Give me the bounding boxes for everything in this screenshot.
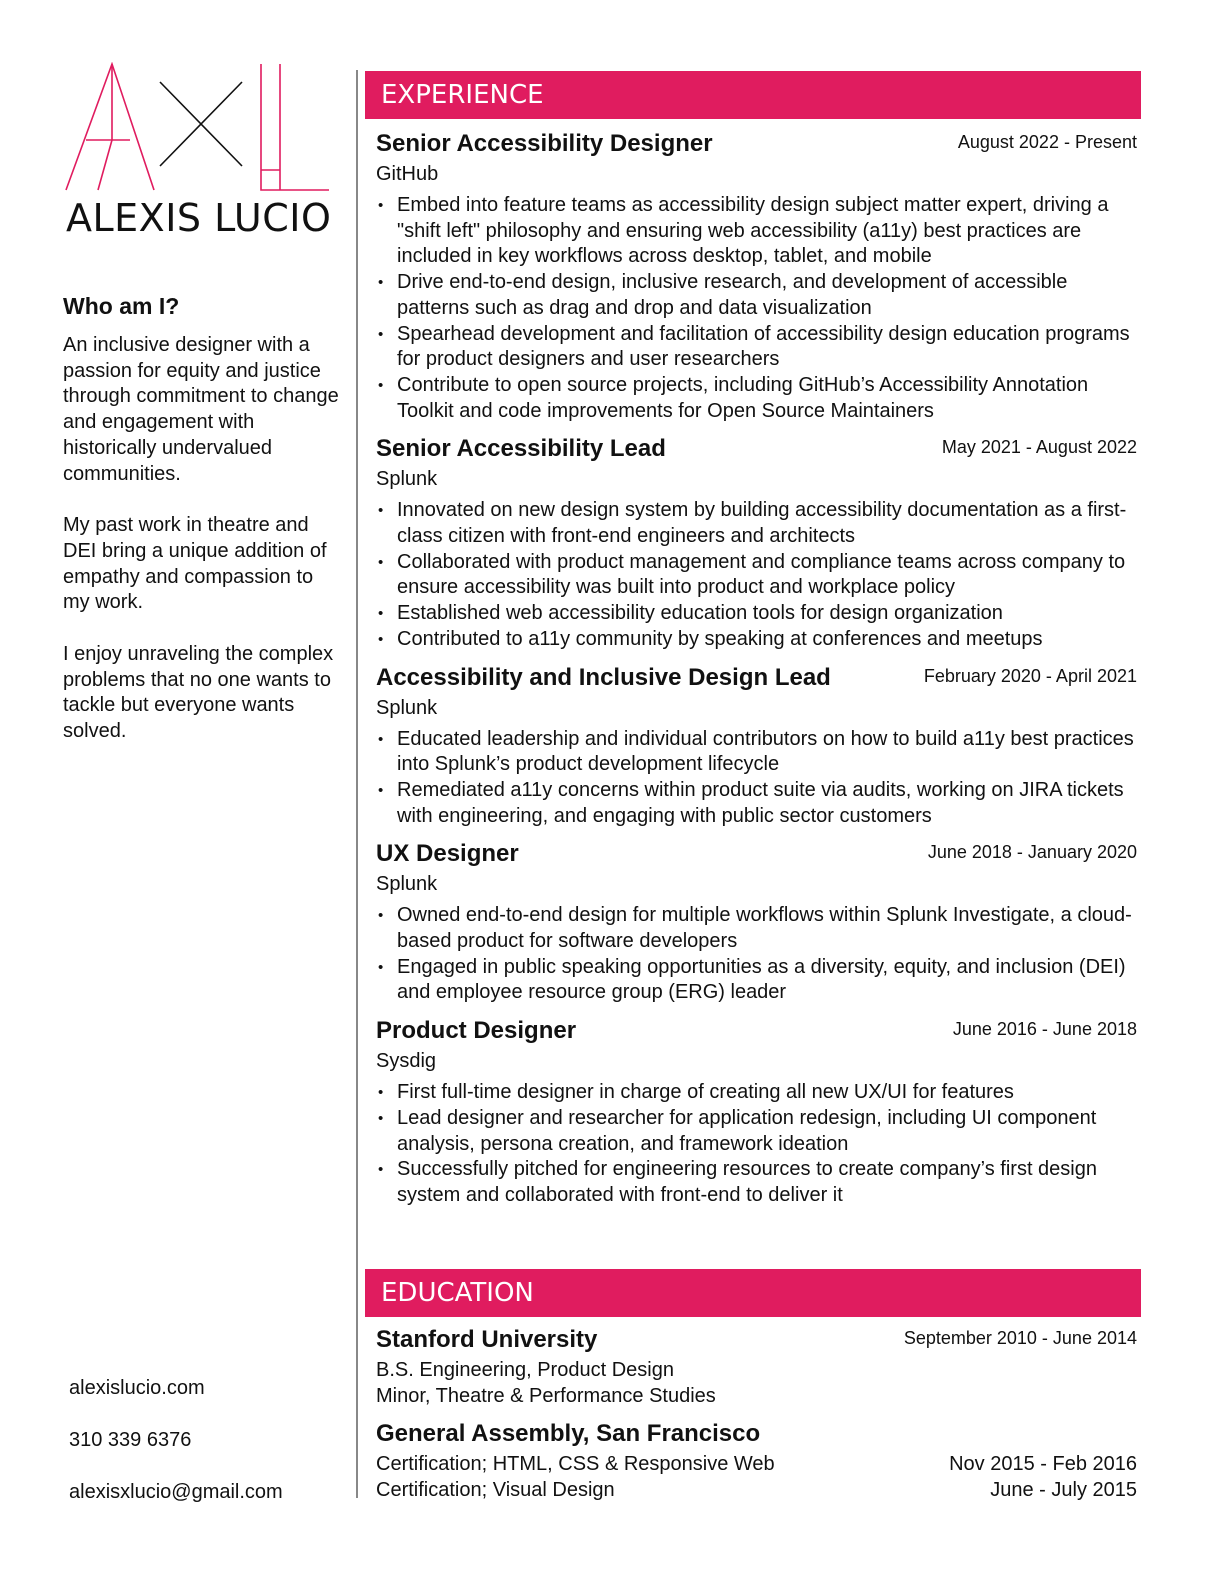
degree-line: Minor, Theatre & Performance Studies [376, 1385, 716, 1407]
job-entry [376, 432, 1137, 652]
job-company: Sysdig [376, 1050, 437, 1073]
job-title: Product Designer [376, 1017, 577, 1045]
website-link[interactable]: alexislucio.com [69, 1377, 205, 1399]
job-title: Accessibility and Inclusive Design Lead [376, 663, 831, 691]
contact-info [69, 1377, 283, 1533]
job-title: Senior Accessibility Designer [376, 130, 713, 157]
job-company: Splunk [376, 873, 438, 896]
school-name: General Assembly, San Francisco [376, 1420, 761, 1447]
job-bullet: • Successfully pitched for engineering resources to create company’s first design system and collaborated with front-end to deliver it [376, 1157, 1137, 1208]
job-bullet: • Collaborated with product management and compliance teams across company to ensure accessibility was built into product and workplace policy [376, 550, 1137, 601]
education-list [376, 1323, 1137, 1511]
job-entry [376, 1014, 1137, 1209]
certification-line: Certification; Visual Design [376, 1479, 615, 1501]
job-dates: May 2021 - August 2022 [941, 437, 1137, 458]
certification-line: Certification; HTML, CSS & Responsive Web [376, 1453, 775, 1475]
about-paragraph: An inclusive designer with a passion for equity and justice through commitment to change and engagement with historically undervalued communities. [63, 334, 339, 485]
job-bullet: • Embed into feature teams as accessibility design subject matter expert, driving a "shift left" philosophy and ensuring web accessibility (a11y) best practices are included in key workflows across desktop, tablet, and mobile [376, 193, 1137, 270]
education-heading: EDUCATION [365, 1269, 1141, 1317]
about-paragraph: I enjoy unraveling the complex problems that no one wants to tackle but everyone wants solved. [63, 643, 334, 743]
about-section [63, 333, 345, 771]
job-bullet: • Contributed to a11y community by speaking at conferences and meetups [376, 627, 1137, 653]
school-entry [376, 1417, 1137, 1503]
school-dates: September 2010 - June 2014 [903, 1328, 1137, 1348]
job-bullet: • Engaged in public speaking opportunities as a diversity, equity, and inclusion (DEI) and employee resource group (ERG) leader [376, 955, 1137, 1006]
job-dates: February 2020 - April 2021 [923, 665, 1137, 686]
job-bullet: • Remediated a11y concerns within product suite via audits, working on JIRA tickets with engineering, and engaging with public sector customers [376, 778, 1137, 829]
job-bullet: • First full-time designer in charge of creating all new UX/UI for features [376, 1080, 1137, 1106]
job-company: GitHub [376, 163, 439, 185]
job-bullet: • Lead designer and researcher for application redesign, including UI component analysis, persona creation, and framework ideation [376, 1106, 1137, 1157]
job-bullet: • Owned end-to-end design for multiple workflows within Splunk Investigate, a cloud-based product for software developers [376, 903, 1137, 954]
email-link[interactable]: alexisxlucio@gmail.com [69, 1481, 283, 1503]
school-name: Stanford University [376, 1326, 598, 1353]
job-dates: August 2022 - Present [957, 132, 1137, 152]
phone-number[interactable]: 310 339 6376 [69, 1429, 192, 1451]
job-bullet: • Spearhead development and facilitation of accessibility design education programs for product designers and user researchers [376, 322, 1137, 373]
axl-monogram-logo [62, 62, 337, 192]
job-dates: June 2018 - January 2020 [927, 842, 1137, 863]
job-entry [376, 661, 1137, 830]
column-divider [356, 70, 358, 1498]
job-title: Senior Accessibility Lead [376, 435, 666, 463]
degree-line: B.S. Engineering, Product Design [376, 1359, 674, 1381]
job-bullet: • Established web accessibility education tools for design organization [376, 601, 1137, 627]
job-entry [376, 837, 1137, 1006]
job-title: UX Designer [376, 840, 519, 868]
job-bullet: • Innovated on new design system by building accessibility documentation as a first-class citizen with front-end engineers and architects [376, 498, 1137, 549]
school-entry [376, 1323, 1137, 1409]
job-company: Splunk [376, 696, 438, 719]
experience-heading: EXPERIENCE [365, 71, 1141, 119]
job-dates: June 2016 - June 2018 [952, 1019, 1137, 1040]
job-entry [376, 127, 1137, 424]
experience-list [376, 127, 1137, 1217]
job-bullet: • Educated leadership and individual contributors on how to build a11y best practices into Splunk’s product development lifecycle [376, 727, 1137, 778]
candidate-name: ALEXIS LUCIO [66, 196, 332, 240]
about-heading: Who am I? [63, 293, 180, 319]
about-paragraph: My past work in theatre and DEI bring a unique addition of empathy and compassion to my work. [63, 514, 327, 614]
job-bullet: • Drive end-to-end design, inclusive research, and development of accessible patterns such as drag and drop and data visualization [376, 270, 1137, 321]
certification-dates: June - July 2015 [990, 1479, 1137, 1501]
job-company: Splunk [376, 468, 438, 491]
certification-dates: Nov 2015 - Feb 2016 [949, 1453, 1137, 1475]
job-bullet: • Contribute to open source projects, including GitHub’s Accessibility Annotation Toolkit and code improvements for Open Source Maintainers [376, 373, 1137, 424]
